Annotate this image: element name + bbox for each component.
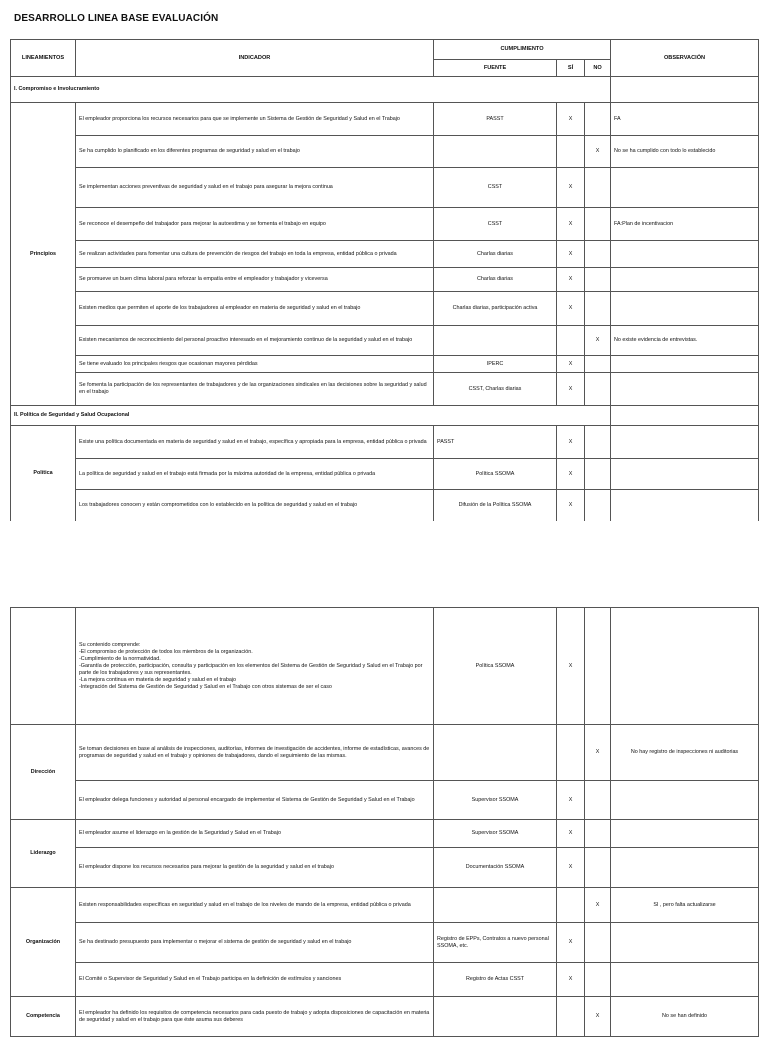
observation-cell xyxy=(611,168,759,208)
source-cell: Charlas diarias xyxy=(434,241,557,268)
si-cell xyxy=(557,725,585,781)
observation-cell: No hay registro de inspecciones ni auditorias xyxy=(611,725,759,781)
no-cell xyxy=(585,356,611,373)
si-cell: X xyxy=(557,208,585,241)
si-cell: X xyxy=(557,923,585,963)
si-cell: X xyxy=(557,459,585,490)
si-cell: X xyxy=(557,103,585,136)
source-cell: IPERC xyxy=(434,356,557,373)
indicator-cell: El empleador asume el liderazgo en la gestión de la Seguridad y Salud en el Trabajo xyxy=(76,820,434,848)
source-cell: Charlas diarias, participación activa xyxy=(434,292,557,326)
observation-cell xyxy=(611,608,759,725)
no-cell xyxy=(585,268,611,292)
si-cell: X xyxy=(557,168,585,208)
si-cell: X xyxy=(557,608,585,725)
si-cell: X xyxy=(557,781,585,820)
source-cell: Registro de Actas CSST xyxy=(434,963,557,997)
si-cell: X xyxy=(557,963,585,997)
observation-cell xyxy=(611,241,759,268)
no-cell: X xyxy=(585,326,611,356)
indicator-cell: Se realizan actividades para fomentar una cultura de prevención de riesgos del trabajo en toda la empresa, entidad pública o privada xyxy=(76,241,434,268)
no-cell xyxy=(585,820,611,848)
evaluation-table-page-2 xyxy=(10,607,759,1037)
no-cell xyxy=(585,241,611,268)
observation-cell xyxy=(611,268,759,292)
indicator-cell: Se reconoce el desempeño del trabajador para mejorar la autoestima y se fomenta el trabajo en equipo xyxy=(76,208,434,241)
no-cell xyxy=(585,103,611,136)
observation-cell xyxy=(611,848,759,888)
source-cell: CSST xyxy=(434,208,557,241)
indicator-cell: El empleador ha definido los requisitos de competencia necesarios para cada puesto de trabajo y adopta disposiciones de capacitación en materia de seguridad y salud en el trabajo para que éste asuma sus deberes xyxy=(76,997,434,1037)
section-title: II. Política de Seguridad y Salud Ocupacional xyxy=(11,406,611,426)
observation-cell: SI , pero falta actualizarse xyxy=(611,888,759,923)
no-cell: X xyxy=(585,888,611,923)
source-cell xyxy=(434,997,557,1037)
indicator-cell: Se implementan acciones preventivas de seguridad y salud en el trabajo para asegurar la mejora continua xyxy=(76,168,434,208)
source-cell xyxy=(434,326,557,356)
observation-cell: No se ha cumplido con todo lo establecido xyxy=(611,136,759,168)
indicator-cell: El empleador dispone los recursos necesarios para mejorar la gestión de la seguridad y salud en el trabajo xyxy=(76,848,434,888)
source-cell: Documentación SSOMA xyxy=(434,848,557,888)
indicator-cell: Se tiene evaluado los principales riesgos que ocasionan mayores pérdidas xyxy=(76,356,434,373)
si-cell: X xyxy=(557,292,585,326)
evaluation-table-page-1 xyxy=(10,39,759,522)
group-label-competencia: Competencia xyxy=(11,997,76,1037)
si-cell: X xyxy=(557,848,585,888)
no-cell xyxy=(585,923,611,963)
si-cell: X xyxy=(557,373,585,406)
source-cell: Política SSOMA xyxy=(434,608,557,725)
si-cell xyxy=(557,997,585,1037)
source-cell: Supervisor SSOMA xyxy=(434,781,557,820)
indicator-cell: Existe una política documentada en materia de seguridad y salud en el trabajo, específica y apropiada para la empresa, entidad pública o privada xyxy=(76,426,434,459)
no-cell xyxy=(585,490,611,522)
indicator-cell: Se ha destinado presupuesto para implementar o mejorar el sistema de gestión de seguridad y salud en el trabajo xyxy=(76,923,434,963)
indicator-cell: El empleador proporciona los recursos necesarios para que se implemente un Sistema de Gestión de Seguridad y Salud en el Trabajo xyxy=(76,103,434,136)
observation-cell xyxy=(611,373,759,406)
no-cell xyxy=(585,459,611,490)
observation-cell: FA xyxy=(611,103,759,136)
no-cell xyxy=(585,373,611,406)
source-cell: CSST, Charlas diarias xyxy=(434,373,557,406)
group-label-principios: Principios xyxy=(11,103,76,406)
group-label-politica: Política xyxy=(11,426,76,522)
si-cell xyxy=(557,326,585,356)
source-cell xyxy=(434,136,557,168)
observation-cell xyxy=(611,490,759,522)
indicator-cell: Se ha cumplido lo planificado en los diferentes programas de seguridad y salud en el trabajo xyxy=(76,136,434,168)
observation-cell xyxy=(611,292,759,326)
observation-cell xyxy=(611,923,759,963)
indicator-cell: Los trabajadores conocen y están comprometidos con lo establecido en la política de seguridad y salud en el trabajo xyxy=(76,490,434,522)
no-cell xyxy=(585,208,611,241)
indicator-cell: Existen medios que permiten el aporte de los trabajadores al empleador en materia de seguridad y salud en el trabajo xyxy=(76,292,434,326)
si-cell: X xyxy=(557,426,585,459)
header-no: NO xyxy=(585,60,611,77)
no-cell: X xyxy=(585,725,611,781)
no-cell xyxy=(585,426,611,459)
observation-cell xyxy=(611,820,759,848)
observation-cell xyxy=(611,459,759,490)
no-cell: X xyxy=(585,997,611,1037)
no-cell: X xyxy=(585,136,611,168)
observation-cell xyxy=(611,781,759,820)
no-cell xyxy=(585,848,611,888)
observation-cell: No se han definido xyxy=(611,997,759,1037)
header-indicador: INDICADOR xyxy=(76,40,434,77)
si-cell xyxy=(557,136,585,168)
source-cell: Charlas diarias xyxy=(434,268,557,292)
indicator-cell: Su contenido comprende: -El compromiso de protección de todos los miembros de la organización. -Cumplimiento de la normatividad. -Garantía de protección, participación, consulta y participación en los elementos del Sistema de Gestión de Seguridad y Salud en el Trabajo por parte de los trabajadores y sus representantes. -La mejora continua en materia de seguridad y salud en el trabajo -Integración del Sistema de Gestión de Seguridad y Salud en el Trabajo con otros sistemas de ser el caso xyxy=(76,608,434,725)
si-cell: X xyxy=(557,820,585,848)
section-title: I. Compromiso e Involucramiento xyxy=(11,77,611,103)
group-label-direccion: Dirección xyxy=(11,725,76,820)
observation-cell xyxy=(611,426,759,459)
source-cell: Política SSOMA xyxy=(434,459,557,490)
indicator-cell: Existen mecanismos de reconocimiento del personal proactivo interesado en el mejoramiento continuo de la seguridad y salud en el trabajo xyxy=(76,326,434,356)
no-cell xyxy=(585,781,611,820)
source-cell: Registro de EPPs, Contratos a nuevo personal SSOMA, etc. xyxy=(434,923,557,963)
header-fuente: FUENTE xyxy=(434,60,557,77)
no-cell xyxy=(585,963,611,997)
indicator-cell: Se fomenta la participación de los representantes de trabajadores y de las organizaciones sindicales en las decisiones sobre la seguridad y salud en el trabajo xyxy=(76,373,434,406)
indicator-cell: La política de seguridad y salud en el trabajo está firmada por la máxima autoridad de la empresa, entidad pública o privada xyxy=(76,459,434,490)
indicator-cell: El empleador delega funciones y autoridad al personal encargado de implementar el Sistema de Gestión de Seguridad y Salud en el Trabajo xyxy=(76,781,434,820)
source-cell xyxy=(434,725,557,781)
indicator-cell: Existen responsabilidades específicas en seguridad y salud en el trabajo de los niveles de mando de la empresa, entidad pública o privada xyxy=(76,888,434,923)
si-cell: X xyxy=(557,490,585,522)
si-cell: X xyxy=(557,241,585,268)
source-cell: Supervisor SSOMA xyxy=(434,820,557,848)
observation-cell xyxy=(611,356,759,373)
header-cumplimiento: CUMPLIMIENTO xyxy=(434,40,611,60)
indicator-cell: Se toman decisiones en base al análisis de inspecciones, auditorías, informes de investigación de accidentes, informe de estadísticas, avances de programas de seguridad y salud en el trabajo y opiniones de trabajadores, dando el seguimiento de las mismas. xyxy=(76,725,434,781)
source-cell: CSST xyxy=(434,168,557,208)
group-label-organizacion: Organización xyxy=(11,888,76,997)
indicator-cell: Se promueve un buen clima laboral para reforzar la empatía entre el empleador y trabajador y viceversa xyxy=(76,268,434,292)
no-cell xyxy=(585,608,611,725)
si-cell: X xyxy=(557,268,585,292)
page-break-gap xyxy=(0,521,768,601)
header-observacion: OBSERVACIÓN xyxy=(611,40,759,77)
header-si: SÍ xyxy=(557,60,585,77)
source-cell: PASST xyxy=(434,426,557,459)
observation-cell: No existe evidencia de entrevistas. xyxy=(611,326,759,356)
source-cell xyxy=(434,888,557,923)
source-cell: Difusión de la Política SSOMA xyxy=(434,490,557,522)
header-lineamientos: LINEAMIENTOS xyxy=(11,40,76,77)
group-label-liderazgo: Liderazgo xyxy=(11,820,76,888)
source-cell: PASST xyxy=(434,103,557,136)
no-cell xyxy=(585,292,611,326)
si-cell: X xyxy=(557,356,585,373)
observation-cell: FA:Plan de incentivacion xyxy=(611,208,759,241)
indicator-cell: El Comité o Supervisor de Seguridad y Salud en el Trabajo participa en la definición de estímulos y sanciones xyxy=(76,963,434,997)
si-cell xyxy=(557,888,585,923)
observation-cell xyxy=(611,963,759,997)
no-cell xyxy=(585,168,611,208)
document-title: DESARROLLO LINEA BASE EVALUACIÓN xyxy=(14,13,219,24)
